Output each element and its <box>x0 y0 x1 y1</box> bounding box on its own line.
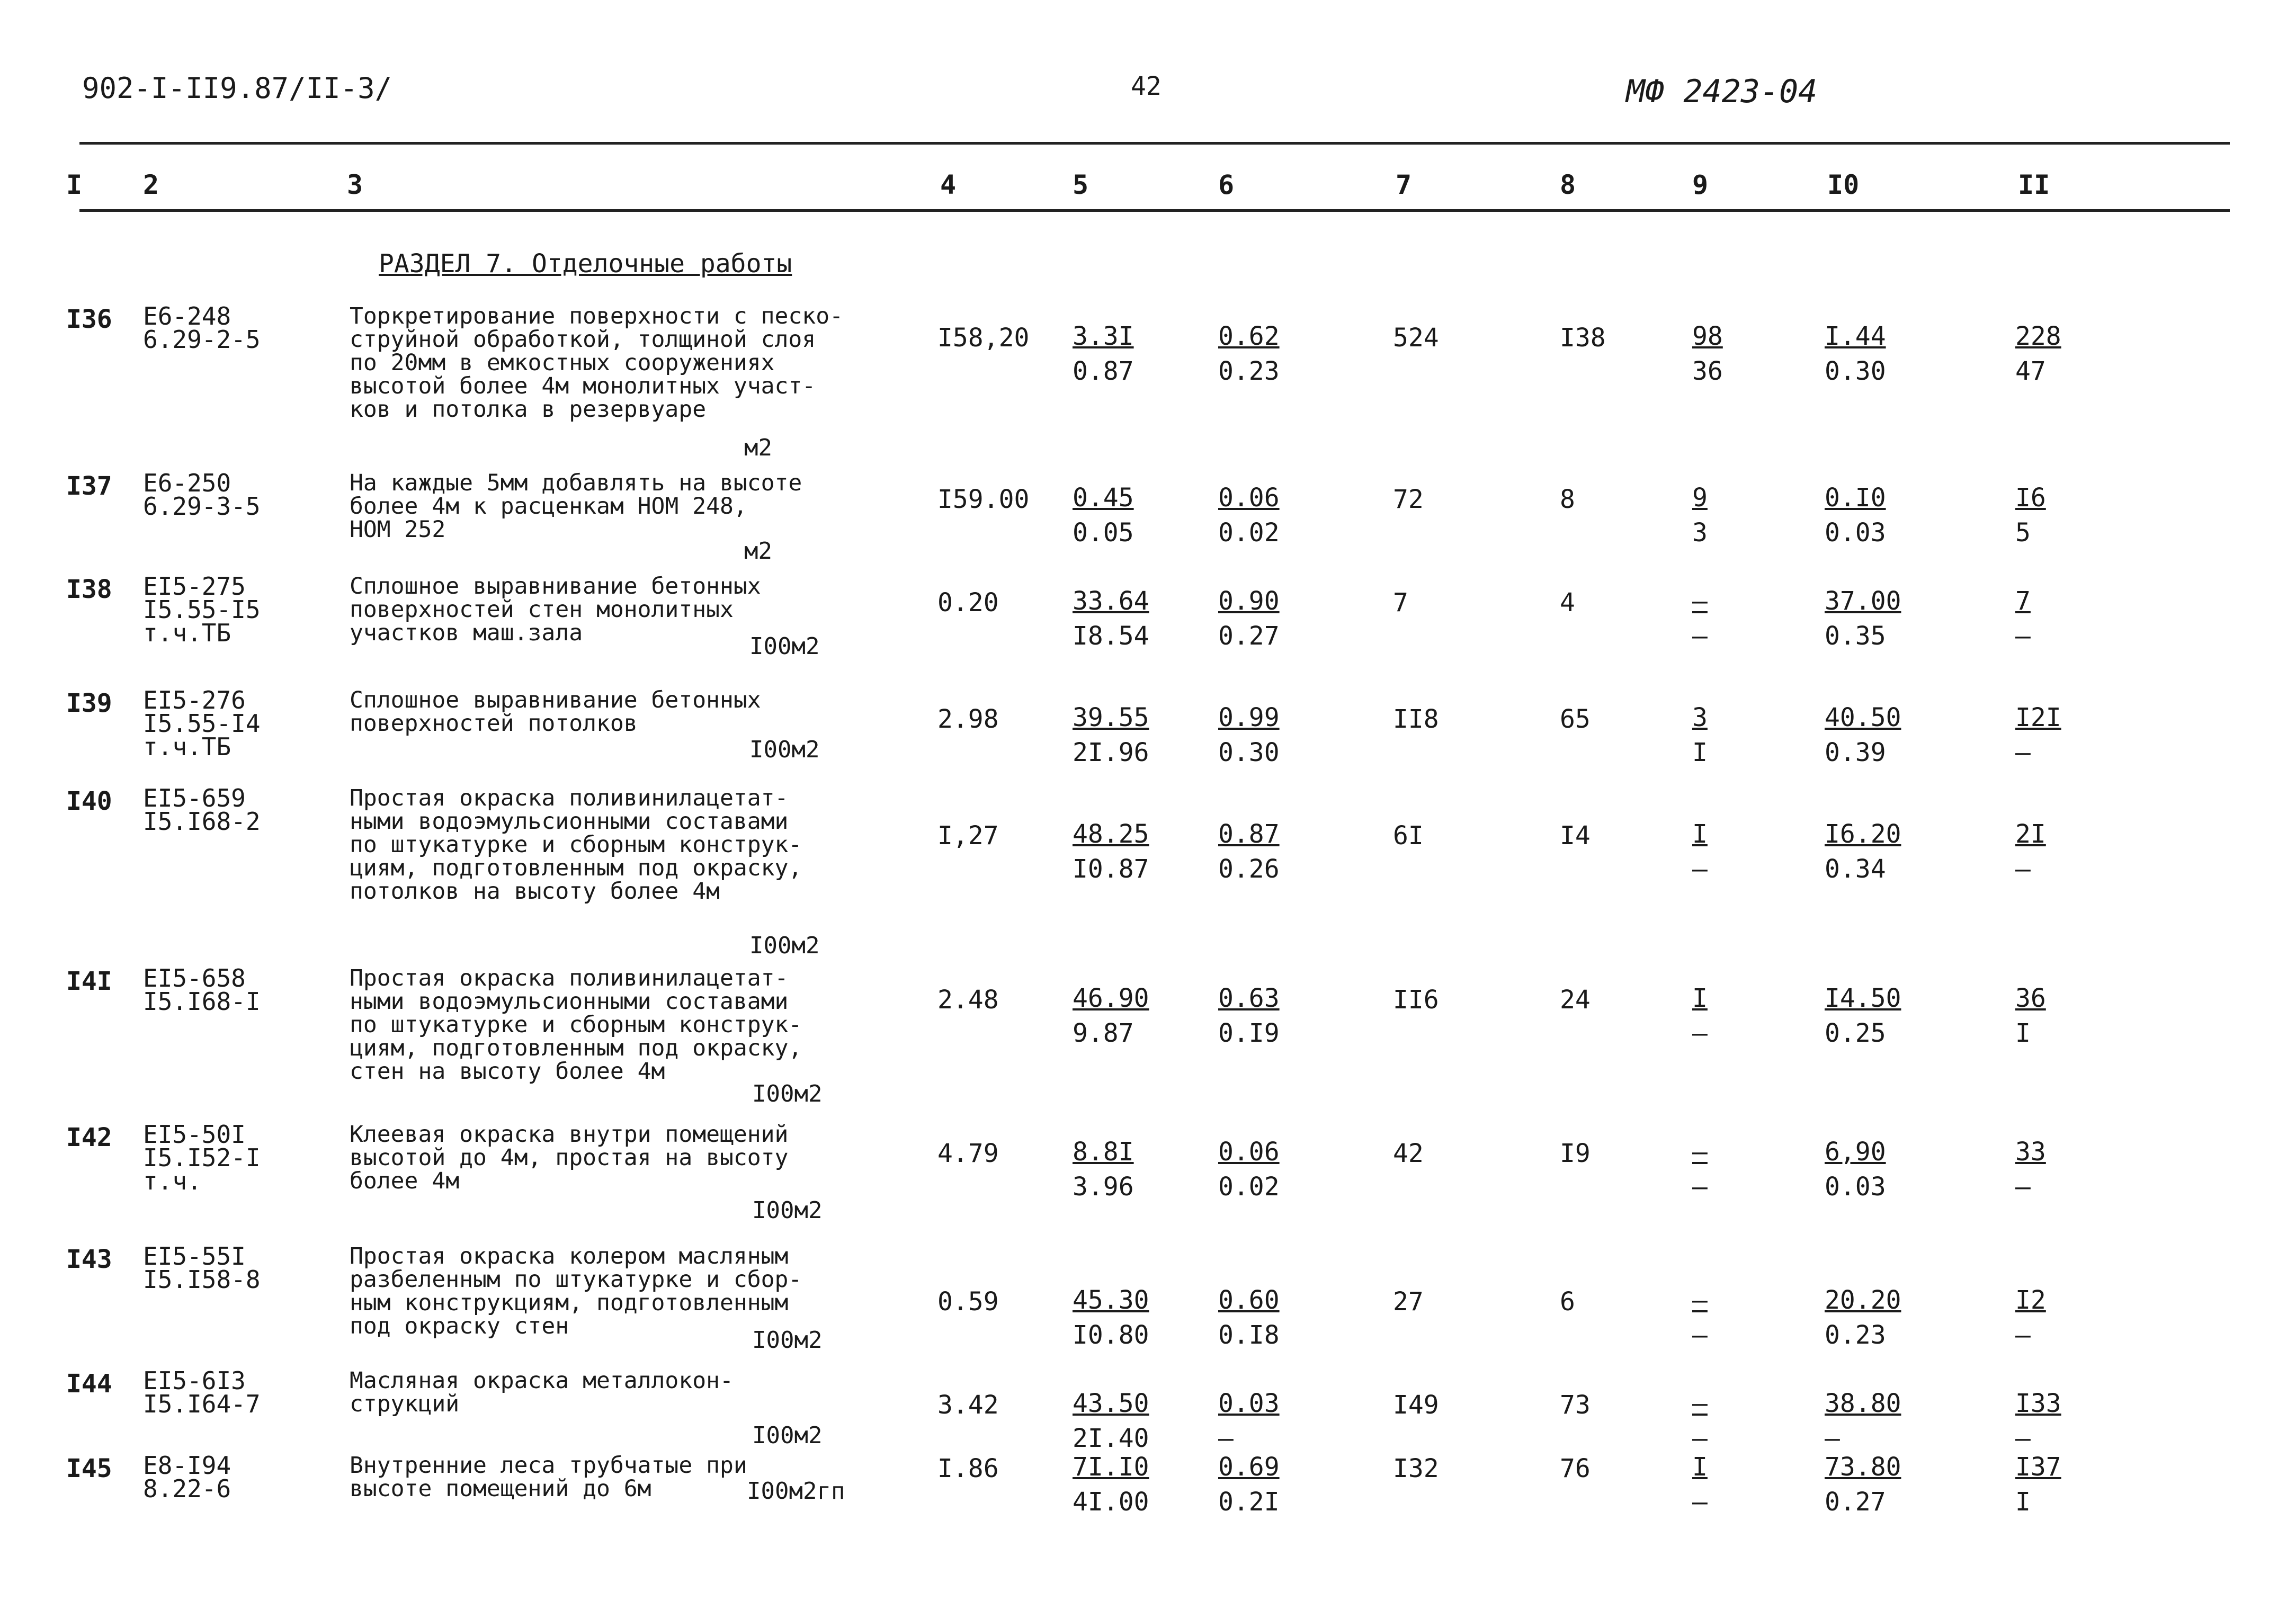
quantity: I,27 <box>937 821 999 851</box>
machine-cost-lower: 0.02 <box>1218 1172 1280 1202</box>
labor-total-lower: – <box>2015 1320 2031 1350</box>
machine-cost <box>1218 584 1280 654</box>
machine-total-lower: – <box>1692 621 1708 651</box>
quantity: 0.59 <box>937 1287 999 1317</box>
labor-total-lower: – <box>2015 854 2031 884</box>
machine-cost-upper: 0.06 <box>1218 1137 1280 1167</box>
machine-cost-lower: 0.23 <box>1218 356 1280 386</box>
labor-per-unit-upper: 37.00 <box>1825 586 1901 616</box>
quantity: 3.42 <box>937 1390 999 1420</box>
labor-per-unit <box>1825 319 1886 389</box>
measure-unit: I00м2 <box>749 932 820 959</box>
machine-cost-lower: 0.30 <box>1218 738 1280 767</box>
unit-cost-upper: 48.25 <box>1073 819 1149 849</box>
labor-per-unit-upper: 6,90 <box>1825 1137 1886 1167</box>
work-description: Торкретирование поверхности с песко- струйной обработкой, толщиной слоя по 20мм в емкостных сооружениях высотой более 4м монолитных участ- ков и потолка в резервуаре <box>350 303 843 423</box>
labor-per-unit <box>1825 1134 1886 1204</box>
unit-cost <box>1073 584 1149 654</box>
labor-per-unit-upper: 40.50 <box>1825 703 1901 732</box>
measure-unit: I00м2 <box>749 736 820 763</box>
wages-total: I4 <box>1560 821 1591 851</box>
machine-total-lower: – <box>1692 1424 1708 1453</box>
unit-cost-lower: 9.87 <box>1073 1018 1134 1048</box>
labor-total <box>2015 480 2046 550</box>
unit-cost <box>1073 319 1134 389</box>
unit-cost-lower: 3.96 <box>1073 1172 1134 1202</box>
machine-total <box>1692 319 1723 389</box>
machine-cost <box>1218 319 1280 389</box>
machine-cost-lower: 0.02 <box>1218 518 1280 548</box>
unit-cost <box>1073 700 1149 770</box>
labor-total <box>2015 1134 2046 1204</box>
machine-cost <box>1218 1134 1280 1204</box>
quantity: 4.79 <box>937 1139 999 1168</box>
labor-total-lower: 5 <box>2015 518 2031 548</box>
unit-cost <box>1073 817 1149 887</box>
machine-total-lower: – <box>1692 1487 1708 1517</box>
rate-code: Е6-250 6.29-3-5 <box>143 469 261 521</box>
labor-per-unit <box>1825 1386 1901 1456</box>
machine-cost <box>1218 480 1280 550</box>
labor-per-unit-lower: 0.03 <box>1825 518 1886 548</box>
labor-per-unit <box>1825 480 1886 550</box>
labor-total-upper: 228 <box>2015 321 2061 351</box>
work-description: Сплошное выравнивание бетонных поверхностей потолков <box>350 687 761 737</box>
row-number: I38 <box>66 575 112 604</box>
machine-cost-lower: 0.I8 <box>1218 1320 1280 1350</box>
unit-cost-lower: 0.05 <box>1073 518 1134 548</box>
machine-cost-upper: 0.60 <box>1218 1285 1280 1315</box>
unit-cost-lower: 2I.96 <box>1073 738 1149 767</box>
column-header: 3 <box>347 169 363 200</box>
machine-total <box>1692 700 1708 770</box>
total-cost: 27 <box>1393 1287 1424 1317</box>
labor-total <box>2015 319 2061 389</box>
row-number: I36 <box>66 305 112 334</box>
labor-total-upper: 7 <box>2015 586 2031 616</box>
quantity: 0.20 <box>937 588 999 618</box>
machine-cost-upper: 0.90 <box>1218 586 1280 616</box>
machine-total-lower: 3 <box>1692 518 1708 548</box>
unit-cost-upper: 8.8I <box>1073 1137 1134 1167</box>
labor-per-unit-lower: 0.03 <box>1825 1172 1886 1202</box>
labor-total <box>2015 1283 2046 1353</box>
rate-code: ЕI5-55I I5.I58-8 <box>143 1242 261 1294</box>
row-number: I43 <box>66 1245 112 1274</box>
wages-total: 6 <box>1560 1287 1575 1317</box>
total-cost: 524 <box>1393 323 1439 353</box>
machine-total-upper: I <box>1692 983 1708 1013</box>
machine-cost <box>1218 1450 1280 1519</box>
unit-cost-upper: 46.90 <box>1073 983 1149 1013</box>
labor-total <box>2015 584 2031 654</box>
labor-total-lower: – <box>2015 1424 2031 1453</box>
total-cost: 7 <box>1393 588 1408 618</box>
machine-total <box>1692 1386 1708 1456</box>
unit-cost-upper: 39.55 <box>1073 703 1149 732</box>
quantity: I.86 <box>937 1454 999 1483</box>
machine-total-upper: – <box>1692 1137 1708 1167</box>
machine-total-upper: – <box>1692 586 1708 616</box>
machine-total-upper: 9 <box>1692 483 1708 513</box>
work-description: Простая окраска поливинилацетат- ными водоэмульсионными составами по штукатурке и сборным конструк- циям, подготовленным под окраску, стен на высоту более 4м <box>350 965 802 1085</box>
column-header: I0 <box>1827 169 1860 200</box>
labor-total <box>2015 700 2061 770</box>
machine-cost <box>1218 817 1280 887</box>
unit-cost <box>1073 981 1149 1051</box>
machine-total <box>1692 584 1708 654</box>
machine-total-lower: I <box>1692 738 1708 767</box>
labor-per-unit-lower: 0.25 <box>1825 1018 1886 1048</box>
total-cost: II6 <box>1393 985 1439 1015</box>
measure-unit: I00м2 <box>749 633 820 660</box>
machine-cost-upper: 0.99 <box>1218 703 1280 732</box>
wages-total: 4 <box>1560 588 1575 618</box>
unit-cost-upper: 33.64 <box>1073 586 1149 616</box>
labor-per-unit-lower: 0.35 <box>1825 621 1886 651</box>
measure-unit: I00м2 <box>752 1327 823 1354</box>
column-header: 4 <box>940 169 957 200</box>
work-description: Сплошное выравнивание бетонных поверхностей стен монолитных участков маш.зала <box>350 573 761 646</box>
machine-cost <box>1218 1386 1280 1456</box>
machine-cost-upper: 0.62 <box>1218 321 1280 351</box>
machine-cost-lower: – <box>1218 1424 1234 1453</box>
machine-cost-upper: 0.63 <box>1218 983 1280 1013</box>
quantity: I58,20 <box>937 323 1030 353</box>
unit-cost-upper: 0.45 <box>1073 483 1134 513</box>
machine-cost-upper: 0.87 <box>1218 819 1280 849</box>
labor-per-unit-lower: 0.27 <box>1825 1487 1886 1517</box>
labor-per-unit-upper: 0.I0 <box>1825 483 1886 513</box>
machine-total-lower: 36 <box>1692 356 1723 386</box>
rate-code: ЕI5-6I3 I5.I64-7 <box>143 1366 261 1418</box>
labor-per-unit-upper: I4.50 <box>1825 983 1901 1013</box>
unit-cost-lower: 0.87 <box>1073 356 1134 386</box>
rate-code: ЕI5-276 I5.55-I4 т.ч.ТБ <box>143 686 261 761</box>
machine-total <box>1692 1450 1708 1519</box>
row-number: I4I <box>66 967 112 996</box>
labor-total-upper: I37 <box>2015 1452 2061 1482</box>
machine-cost-lower: 0.I9 <box>1218 1018 1280 1048</box>
machine-cost-upper: 0.69 <box>1218 1452 1280 1482</box>
unit-cost <box>1073 480 1134 550</box>
machine-total-lower: – <box>1692 1018 1708 1048</box>
labor-total <box>2015 1386 2061 1456</box>
unit-cost <box>1073 1134 1134 1204</box>
row-number: I39 <box>66 688 112 718</box>
rate-code: ЕI5-658 I5.I68-I <box>143 964 261 1016</box>
rate-code: ЕI5-275 I5.55-I5 т.ч.ТБ <box>143 572 261 647</box>
machine-cost <box>1218 700 1280 770</box>
total-cost: I49 <box>1393 1390 1439 1420</box>
labor-per-unit-lower: 0.39 <box>1825 738 1886 767</box>
wages-total: 24 <box>1560 985 1591 1015</box>
measure-unit: м2 <box>744 538 772 565</box>
row-number: I37 <box>66 471 112 501</box>
column-header: 2 <box>143 169 159 200</box>
labor-total-upper: 2I <box>2015 819 2046 849</box>
section-title: РАЗДЕЛ 7. Отделочные работы <box>379 249 792 279</box>
measure-unit: I00м2 <box>752 1422 823 1449</box>
labor-total-lower: – <box>2015 621 2031 651</box>
unit-cost-lower: 2I.40 <box>1073 1424 1149 1453</box>
machine-cost-upper: 0.03 <box>1218 1389 1280 1418</box>
machine-total-lower: – <box>1692 1172 1708 1202</box>
machine-total-upper: I <box>1692 1452 1708 1482</box>
labor-total-lower: I <box>2015 1487 2031 1517</box>
quantity: 2.98 <box>937 704 999 734</box>
unit-cost <box>1073 1386 1149 1456</box>
labor-total-lower: 47 <box>2015 356 2046 386</box>
labor-total-upper: I6 <box>2015 483 2046 513</box>
total-cost: 72 <box>1393 485 1424 514</box>
machine-total-upper: I <box>1692 819 1708 849</box>
row-number: I45 <box>66 1454 112 1483</box>
total-cost: II8 <box>1393 704 1439 734</box>
column-header: 7 <box>1396 169 1412 200</box>
labor-total-lower: I <box>2015 1018 2031 1048</box>
machine-total-upper: – <box>1692 1389 1708 1418</box>
wages-total: 76 <box>1560 1454 1591 1483</box>
work-description: Масляная окраска металлокон- струкций <box>350 1367 734 1417</box>
unit-cost <box>1073 1283 1149 1353</box>
wages-total: 73 <box>1560 1390 1591 1420</box>
rate-code: Е6-248 6.29-2-5 <box>143 302 261 354</box>
unit-cost-lower: I0.87 <box>1073 854 1149 884</box>
unit-cost-upper: 3.3I <box>1073 321 1134 351</box>
labor-per-unit <box>1825 584 1901 654</box>
wages-total: 65 <box>1560 704 1591 734</box>
labor-total-upper: I2 <box>2015 1285 2046 1315</box>
row-number: I40 <box>66 786 112 816</box>
measure-unit: I00м2гп <box>747 1478 845 1505</box>
labor-per-unit <box>1825 1283 1901 1353</box>
total-cost: I32 <box>1393 1454 1439 1483</box>
unit-cost-lower: 4I.00 <box>1073 1487 1149 1517</box>
labor-per-unit-lower: – <box>1825 1424 1840 1453</box>
labor-total-upper: 33 <box>2015 1137 2046 1167</box>
page-number: 42 <box>1131 71 1162 101</box>
unit-cost-upper: 43.50 <box>1073 1389 1149 1418</box>
work-description: Простая окраска колером масляным разбеленным по штукатурке и сбор- ным конструкциям, подготовленным под окраску стен <box>350 1243 802 1339</box>
total-cost: 42 <box>1393 1139 1424 1168</box>
machine-total-upper: 98 <box>1692 321 1723 351</box>
machine-cost <box>1218 1283 1280 1353</box>
unit-cost-upper: 7I.I0 <box>1073 1452 1149 1482</box>
machine-cost-lower: 0.2I <box>1218 1487 1280 1517</box>
labor-total-lower: – <box>2015 738 2031 767</box>
labor-total <box>2015 817 2046 887</box>
machine-cost-lower: 0.26 <box>1218 854 1280 884</box>
machine-total-lower: – <box>1692 854 1708 884</box>
quantity: 2.48 <box>937 985 999 1015</box>
document-reference: 902-I-II9.87/II-3/ <box>82 71 392 105</box>
machine-total <box>1692 480 1708 550</box>
machine-total-upper: – <box>1692 1285 1708 1315</box>
unit-cost-lower: I8.54 <box>1073 621 1149 651</box>
wages-total: 8 <box>1560 485 1575 514</box>
labor-total <box>2015 1450 2061 1519</box>
work-description: Внутренние леса трубчатые при высоте помещений до 6м <box>350 1452 747 1502</box>
column-header: 8 <box>1560 169 1576 200</box>
work-description: На каждые 5мм добавлять на высоте более 4м к расценкам НОМ 248, НОМ 252 <box>350 470 802 543</box>
machine-total <box>1692 1134 1708 1204</box>
header-top-rule <box>79 142 2230 145</box>
labor-total <box>2015 981 2046 1051</box>
labor-total-upper: I2I <box>2015 703 2061 732</box>
labor-total-lower: – <box>2015 1172 2031 1202</box>
rate-code: Е8-I94 8.22-6 <box>143 1451 231 1503</box>
labor-per-unit <box>1825 981 1901 1051</box>
machine-total-lower: – <box>1692 1320 1708 1350</box>
quantity: I59.00 <box>937 485 1030 514</box>
labor-per-unit-upper: 73.80 <box>1825 1452 1901 1482</box>
rate-code: ЕI5-50I I5.I52-I т.ч. <box>143 1120 261 1195</box>
measure-unit: м2 <box>744 434 772 461</box>
labor-total-upper: I33 <box>2015 1389 2061 1418</box>
measure-unit: I00м2 <box>752 1197 823 1224</box>
labor-per-unit-upper: I6.20 <box>1825 819 1901 849</box>
machine-cost-upper: 0.06 <box>1218 483 1280 513</box>
machine-total <box>1692 1283 1708 1353</box>
labor-per-unit-upper: I.44 <box>1825 321 1886 351</box>
labor-per-unit <box>1825 1450 1901 1519</box>
header-bottom-rule <box>79 209 2230 212</box>
unit-cost-lower: I0.80 <box>1073 1320 1149 1350</box>
machine-total <box>1692 817 1708 887</box>
labor-total-upper: 36 <box>2015 983 2046 1013</box>
rate-code: ЕI5-659 I5.I68-2 <box>143 784 261 836</box>
work-description: Простая окраска поливинилацетат- ными водоэмульсионными составами по штукатурке и сборным конструк- циям, подготовленным под окраску, потолков на высоту более 4м <box>350 785 802 905</box>
wages-total: I38 <box>1560 323 1606 353</box>
row-number: I42 <box>66 1123 112 1152</box>
work-description: Клеевая окраска внутри помещений высотой до 4м, простая на высоту более 4м <box>350 1121 789 1194</box>
row-number: I44 <box>66 1369 112 1399</box>
labor-per-unit-upper: 38.80 <box>1825 1389 1901 1418</box>
column-header: I <box>66 169 83 200</box>
unit-cost <box>1073 1450 1149 1519</box>
column-header: 6 <box>1218 169 1235 200</box>
document-code: МФ 2423-04 <box>1626 73 1818 110</box>
labor-per-unit <box>1825 817 1901 887</box>
machine-cost-lower: 0.27 <box>1218 621 1280 651</box>
wages-total: I9 <box>1560 1139 1591 1168</box>
column-header: 5 <box>1073 169 1089 200</box>
machine-total <box>1692 981 1708 1051</box>
labor-per-unit-lower: 0.30 <box>1825 356 1886 386</box>
measure-unit: I00м2 <box>752 1080 823 1107</box>
machine-cost <box>1218 981 1280 1051</box>
column-header: 9 <box>1692 169 1709 200</box>
unit-cost-upper: 45.30 <box>1073 1285 1149 1315</box>
column-header: II <box>2018 169 2050 200</box>
total-cost: 6I <box>1393 821 1424 851</box>
labor-per-unit-lower: 0.34 <box>1825 854 1886 884</box>
labor-per-unit <box>1825 700 1901 770</box>
labor-per-unit-upper: 20.20 <box>1825 1285 1901 1315</box>
machine-total-upper: 3 <box>1692 703 1708 732</box>
labor-per-unit-lower: 0.23 <box>1825 1320 1886 1350</box>
